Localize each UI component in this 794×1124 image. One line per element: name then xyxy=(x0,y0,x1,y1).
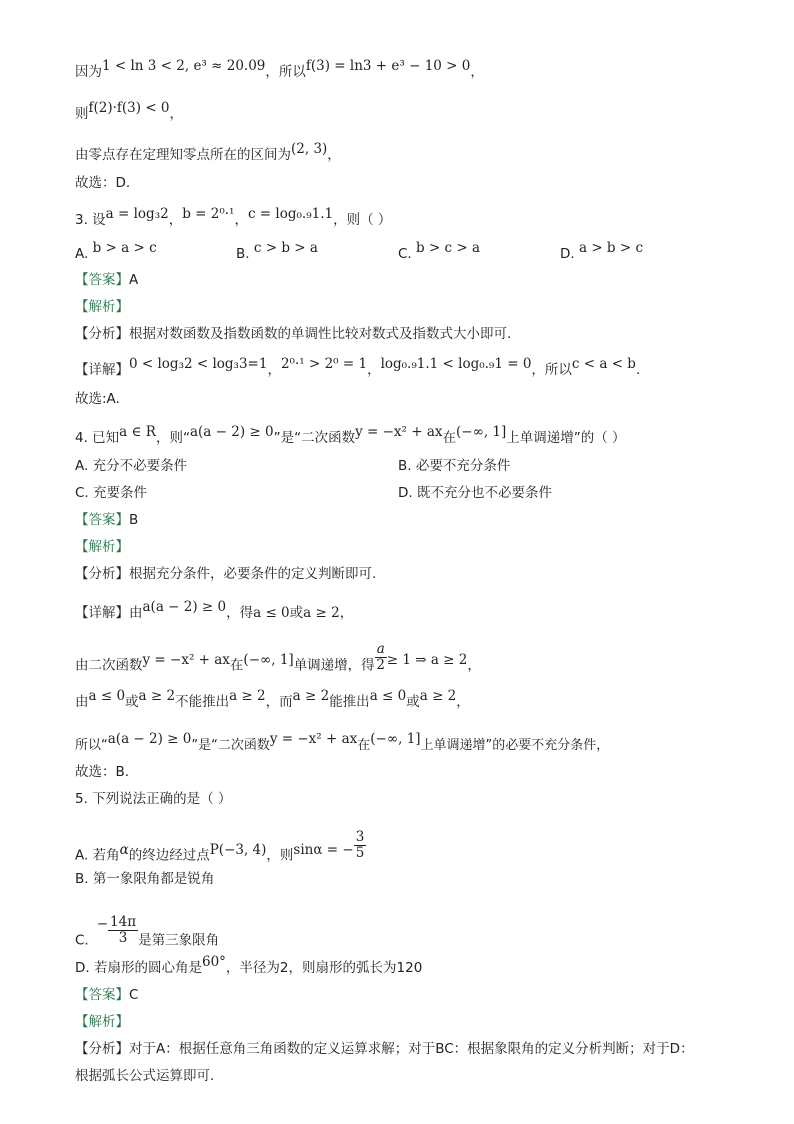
math-expression: a = log₃2 xyxy=(105,206,169,222)
analysis-heading: 【解析】 xyxy=(75,1014,129,1030)
text: 由 xyxy=(75,694,89,710)
option-b: B. 必要不充分条件 xyxy=(398,458,511,474)
answer-value: C xyxy=(129,987,139,1003)
math-expression: a ≥ 2 xyxy=(292,688,330,704)
option-b xyxy=(236,240,318,264)
text: 在 xyxy=(357,738,371,753)
math-expression: 1 < ln 3 < 2, e³ ≈ 20.09 xyxy=(102,58,266,74)
math-expression: a ≥ 2 xyxy=(138,688,176,704)
text: 【分析】 xyxy=(75,566,129,582)
text-line xyxy=(75,58,754,82)
option-c: C. 充要条件 xyxy=(75,485,148,501)
text-line xyxy=(75,100,754,124)
option-a: A. 充分不必要条件 xyxy=(75,458,188,474)
fraction xyxy=(375,642,387,673)
text: ， xyxy=(168,212,183,228)
option-label: B. xyxy=(236,246,250,262)
answer-tag: 【答案】 xyxy=(75,512,129,528)
numerator: 3 xyxy=(355,829,365,845)
math-expression: b > a > c xyxy=(92,240,157,256)
text: 是第三象限角 xyxy=(138,932,220,949)
text: ，则 xyxy=(266,847,294,864)
option-c xyxy=(398,240,481,264)
numerator: a xyxy=(376,641,385,657)
text: 由零点存在定理知零点所在的区间为 xyxy=(75,147,291,163)
text-line: 故选:A. xyxy=(75,391,120,407)
math-expression: a(a − 2) ≥ 0 xyxy=(107,731,192,747)
text: ，而 xyxy=(265,694,293,710)
text: 4. 已知 xyxy=(75,430,120,446)
math-expression: (−∞, 1] xyxy=(370,731,421,747)
math-expression: a(a − 2) ≥ 0 xyxy=(142,599,227,615)
analysis-line: 根据弧长公式运算即可. xyxy=(75,1068,215,1084)
option-a xyxy=(75,240,157,264)
math-expression: c > b > a xyxy=(253,240,318,256)
math-expression: a ≤ 0 xyxy=(88,688,126,704)
text-line xyxy=(75,141,754,165)
text: 上单调递增”的必要不充分条件， xyxy=(420,738,610,753)
text: 的终边经过点 xyxy=(128,847,210,864)
answer-line xyxy=(75,510,754,530)
answer-line xyxy=(75,985,754,1005)
math-expression: 0 < log₃2 < log₃3=1 xyxy=(129,356,268,372)
text: 则 xyxy=(75,106,89,122)
text: 【详解】 xyxy=(75,605,129,621)
detail-line xyxy=(75,731,754,756)
analysis-line xyxy=(75,564,754,584)
fraction xyxy=(354,830,367,861)
text: ， xyxy=(169,106,184,122)
math-expression: sinα = − xyxy=(293,841,354,858)
answer-tag: 【答案】 xyxy=(75,272,129,288)
math-expression: b = 2⁰·¹ xyxy=(182,206,235,222)
option-d xyxy=(75,954,754,978)
text: ， xyxy=(467,657,481,674)
text: C. xyxy=(75,932,89,949)
answer-value: A xyxy=(129,272,139,288)
math-expression: f(3) = ln3 + e³ − 10 > 0 xyxy=(305,58,471,74)
math-expression: a ≤ 0 xyxy=(253,605,290,621)
text: ， xyxy=(367,362,381,378)
math-expression: P(−3, 4) xyxy=(209,841,267,858)
option-b: B. 第一象限角都是锐角 xyxy=(75,871,215,887)
text: ， xyxy=(234,212,248,228)
math-expression: ≥ 1 ⇒ a ≥ 2 xyxy=(386,651,468,668)
text: 因为 xyxy=(75,64,102,80)
text: 根据充分条件，必要条件的定义判断即可. xyxy=(129,566,377,582)
question-4-stem xyxy=(75,424,754,448)
text: ， xyxy=(339,605,354,621)
text: ”是“二次函数 xyxy=(191,738,270,753)
denominator: 5 xyxy=(355,845,365,861)
text: 在 xyxy=(229,657,244,674)
text: ，所以 xyxy=(531,362,572,378)
math-expression: a ≤ 0 xyxy=(369,688,407,704)
text: 上单调递增”的（ ） xyxy=(506,430,626,446)
text: 【详解】 xyxy=(75,362,129,378)
numerator: 14π xyxy=(110,914,137,930)
text: ， xyxy=(456,694,470,710)
text: . xyxy=(635,362,641,378)
text: 由二次函数 xyxy=(75,657,143,674)
math-expression: α xyxy=(119,841,129,858)
math-expression: c < a < b xyxy=(571,356,636,372)
text: 单调递增，得 xyxy=(293,657,375,674)
option-label: C. xyxy=(398,246,412,262)
answer-line xyxy=(75,270,754,290)
math-expression: (−∞, 1] xyxy=(243,651,294,668)
text: 或 xyxy=(125,694,139,710)
question-5-stem: 5. 下列说法正确的是（ ） xyxy=(75,791,232,807)
math-expression: a(a − 2) ≥ 0 xyxy=(189,424,274,440)
math-expression: y = −x² + ax xyxy=(142,651,230,668)
analysis-heading: 【解析】 xyxy=(75,539,129,555)
math-expression: a ∈ R xyxy=(119,424,156,440)
option-a xyxy=(75,829,754,871)
text: ”是“二次函数 xyxy=(273,430,356,446)
text: D. 若扇形的圆心角是 xyxy=(75,960,202,976)
answer-value: B xyxy=(129,512,139,528)
text: ，得 xyxy=(226,605,254,621)
option-label: D. xyxy=(560,246,575,262)
math-expression: f(2)·f(3) < 0 xyxy=(88,100,170,116)
text: ， xyxy=(327,147,341,163)
math-expression: 60° xyxy=(201,954,226,970)
text: 不能推出 xyxy=(175,694,230,710)
text: 所以“ xyxy=(75,738,108,753)
text: ，半径为2，则扇形的弧长为120 xyxy=(225,960,423,976)
option-d xyxy=(560,240,644,264)
text: 在 xyxy=(442,430,456,446)
question-3-stem xyxy=(75,206,754,230)
math-expression: b > c > a xyxy=(416,240,481,256)
math-expression: a > b > c xyxy=(578,240,644,256)
math-expression: c = log₀.₉1.1 xyxy=(247,206,334,222)
answer-tag: 【答案】 xyxy=(75,987,129,1003)
text: 或 xyxy=(289,605,304,621)
text: 3. 设 xyxy=(75,212,106,228)
text: 对于A：根据任意角三角函数的定义运算求解；对于BC：根据象限角的定义分析判断；对于D： xyxy=(129,1041,694,1057)
minus-sign: − xyxy=(96,915,109,932)
detail-line xyxy=(75,356,754,380)
text: ，则“ xyxy=(155,430,190,446)
text: ， xyxy=(470,64,484,80)
fraction xyxy=(108,915,138,946)
detail-line xyxy=(75,688,754,712)
math-expression: log₀.₉1.1 < log₀.₉1 = 0 xyxy=(380,356,532,372)
denominator: 3 xyxy=(118,930,128,946)
text: 【分析】 xyxy=(75,1041,129,1057)
math-expression: y = −x² + ax xyxy=(355,424,443,440)
analysis-heading: 【解析】 xyxy=(75,299,129,315)
text: 【分析】 xyxy=(75,326,129,342)
denominator: 2 xyxy=(376,657,386,673)
detail-line xyxy=(75,641,754,681)
text: ，则（ ） xyxy=(333,212,392,228)
text: 或 xyxy=(406,694,420,710)
option-d: D. 既不充分也不必要条件 xyxy=(398,485,552,501)
math-expression: (2, 3) xyxy=(291,141,328,157)
text: ， xyxy=(267,362,281,378)
math-expression: a ≥ 2 xyxy=(229,688,266,704)
text: 能推出 xyxy=(329,694,370,710)
analysis-line xyxy=(75,324,754,344)
math-expression: (−∞, 1] xyxy=(456,424,507,440)
text-line: 故选：B. xyxy=(75,764,130,780)
detail-line xyxy=(75,599,754,623)
math-expression: a ≥ 2 xyxy=(303,605,340,621)
text: ，所以 xyxy=(265,64,306,80)
option-label: A. xyxy=(75,246,89,262)
text-line: 故选：D. xyxy=(75,175,131,191)
math-expression: a ≥ 2 xyxy=(419,688,457,704)
text: 由 xyxy=(129,605,143,621)
math-expression: 2⁰·¹ > 2⁰ = 1 xyxy=(280,356,368,372)
analysis-line xyxy=(75,1039,754,1059)
text: 根据对数函数及指数函数的单调性比较对数式及指数式大小即可. xyxy=(129,326,512,342)
text: A. 若角 xyxy=(75,847,120,864)
math-expression: y = −x² + ax xyxy=(269,731,358,747)
